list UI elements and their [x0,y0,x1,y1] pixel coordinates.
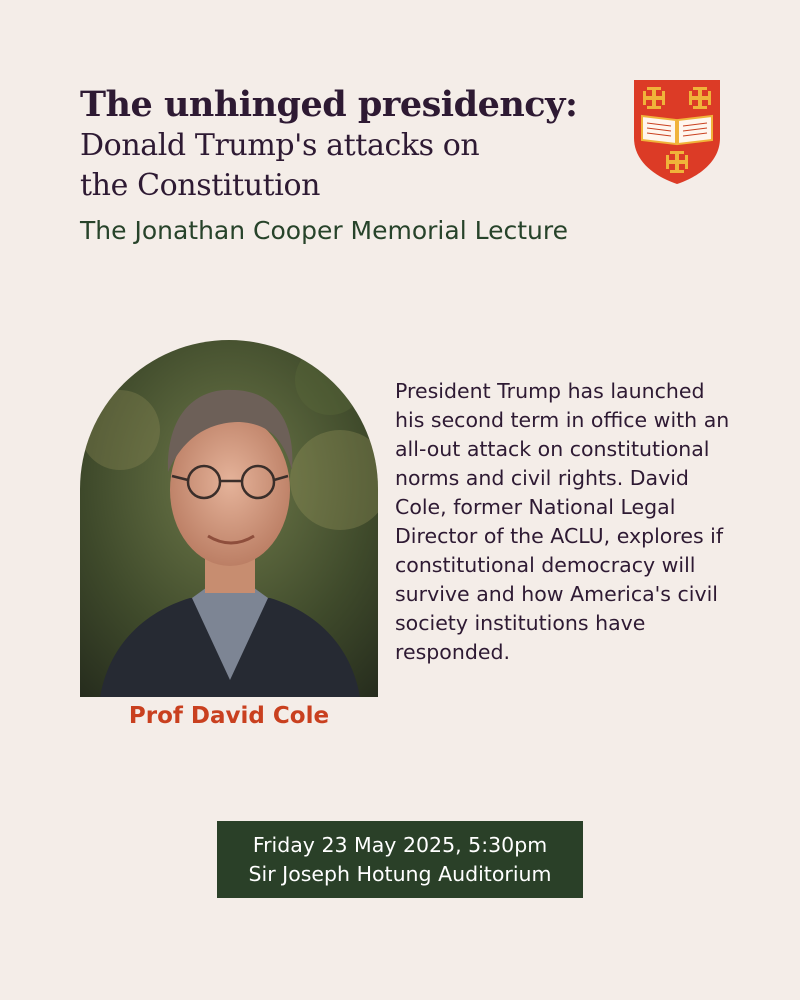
university-crest-icon [632,78,722,186]
page-title: The unhinged presidency: [80,84,578,125]
speaker-name: Prof David Cole [128,703,330,729]
title-subtitle-line1: Donald Trump's attacks on [80,128,480,163]
lecture-name: The Jonathan Cooper Memorial Lecture [80,216,568,245]
speaker-photo [80,340,378,697]
lecture-description: President Trump has launched his second term in office with an all-out attack on constitutional norms and civil rights. David Cole, former National Legal Director of the ACLU, explores if constitutional democracy will survive and how America's civil society institutions have responded. [395,379,730,664]
event-venue: Sir Joseph Hotung Auditorium [248,861,552,886]
title-block [80,84,600,206]
event-details-box [217,821,583,898]
title-subtitle-line2: the Constitution [80,168,321,203]
event-datetime: Friday 23 May 2025, 5:30pm [252,832,548,857]
